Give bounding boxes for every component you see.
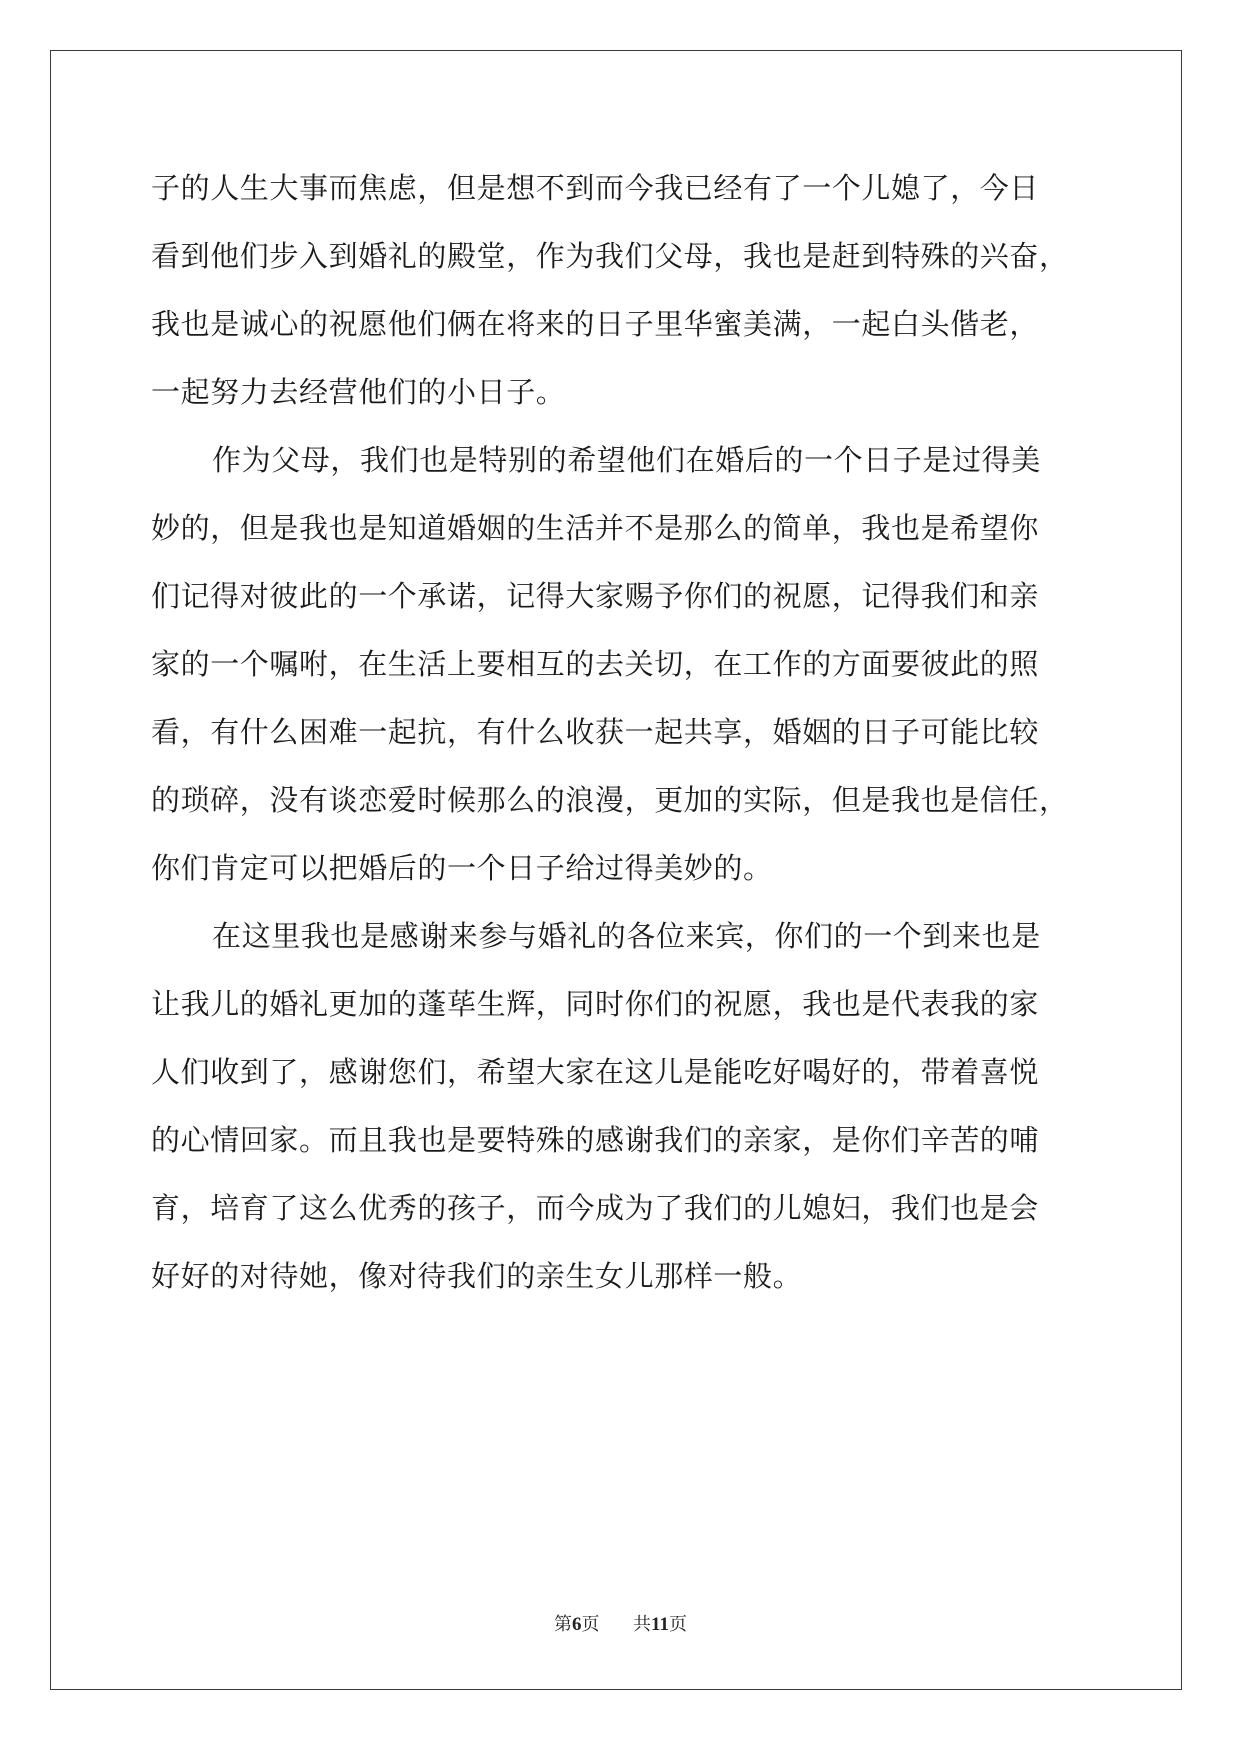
text-line: 我也是诚心的祝愿他们俩在将来的日子里华蜜美满，一起白头偕老， — [151, 307, 1040, 341]
total-pages-label — [633, 1614, 687, 1635]
text-line: 育，培育了这么优秀的孩子，而今成为了我们的儿媳妇，我们也是会 — [151, 1191, 1040, 1225]
text-line: 的心情回家。而且我也是要特殊的感谢我们的亲家，是你们辛苦的哺 — [151, 1123, 1040, 1157]
paragraph-first-line: 作为父母，我们也是特别的希望他们在婚后的一个日子是过得美 — [212, 443, 1041, 477]
text-line: 看到他们步入到婚礼的殿堂，作为我们父母，我也是赶到特殊的兴奋， — [151, 239, 1069, 273]
text-line: 好好的对待她，像对待我们的亲生女儿那样一般。 — [151, 1259, 803, 1293]
text-line: 妙的，但是我也是知道婚姻的生活并不是那么的简单，我也是希望你 — [151, 511, 1040, 545]
text-line: 你们肯定可以把婚后的一个日子给过得美妙的。 — [151, 851, 773, 885]
page-number-label — [554, 1614, 605, 1635]
page-footer — [0, 1613, 1241, 1637]
total-prefix: 共 — [633, 1614, 651, 1635]
current-page-number: 6 — [572, 1614, 582, 1635]
text-line: 一起努力去经营他们的小日子。 — [151, 375, 566, 409]
text-line: 家的一个嘱咐，在生活上要相互的去关切，在工作的方面要彼此的照 — [151, 647, 1040, 681]
text-line: 们记得对彼此的一个承诺，记得大家赐予你们的祝愿，记得我们和亲 — [151, 579, 1040, 613]
page-prefix: 第 — [554, 1614, 573, 1635]
paragraph-first-line: 在这里我也是感谢来参与婚礼的各位来宾，你们的一个到来也是 — [212, 919, 1041, 953]
text-line: 的琐碎，没有谈恋爱时候那么的浪漫，更加的实际，但是我也是信任， — [151, 783, 1069, 817]
text-line: 子的人生大事而焦虑，但是想不到而今我已经有了一个儿媳了，今日 — [151, 171, 1040, 205]
text-line: 让我儿的婚礼更加的蓬荜生辉，同时你们的祝愿，我也是代表我的家 — [151, 987, 1040, 1021]
total-page-count: 11 — [651, 1614, 669, 1635]
text-line: 看，有什么困难一起抗，有什么收获一起共享，婚姻的日子可能比较 — [151, 715, 1040, 749]
total-suffix: 页 — [668, 1614, 687, 1635]
text-line: 人们收到了，感谢您们，希望大家在这儿是能吃好喝好的，带着喜悦 — [151, 1055, 1040, 1089]
page-suffix: 页 — [581, 1614, 600, 1635]
